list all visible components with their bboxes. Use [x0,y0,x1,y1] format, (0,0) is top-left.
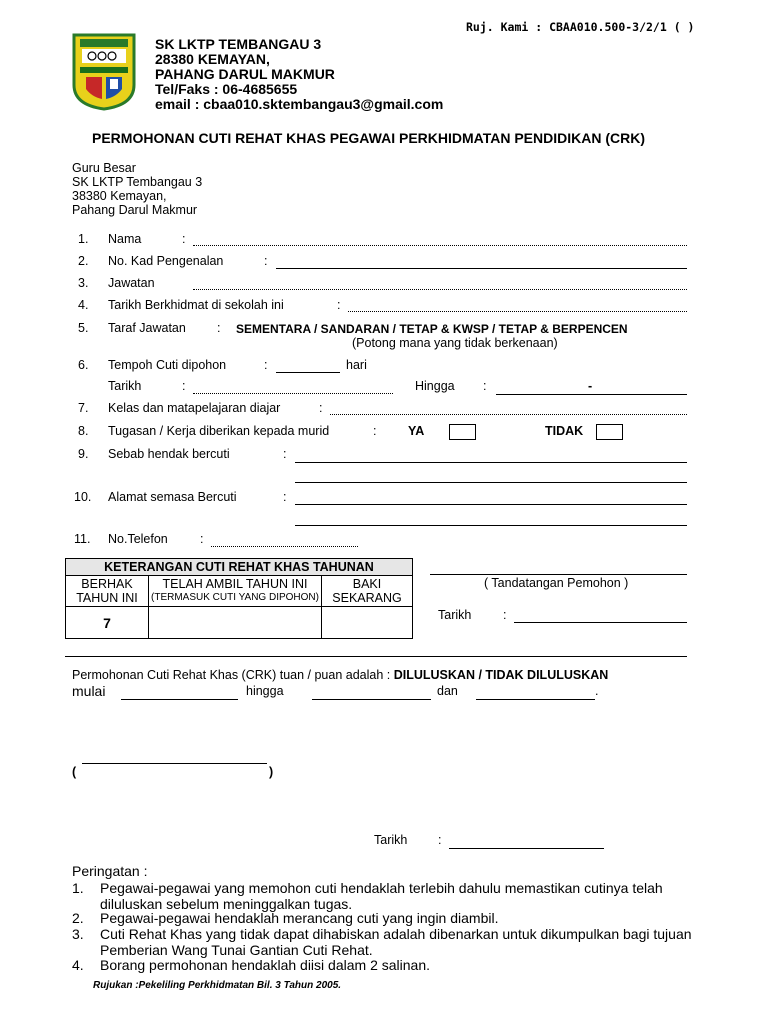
class-subject-field[interactable] [330,414,687,415]
recipient-state: Pahang Darul Makmur [72,203,198,217]
annual-leave-table [65,558,413,639]
field-number: 5. [78,321,89,335]
recipient-school: SK LKTP Tembangau 3 [72,175,203,189]
taken-header [149,576,322,607]
colon: : [373,424,377,438]
yes-label: YA [408,424,425,438]
ic-number-label: No. Kad Pengenalan [108,254,224,268]
leave-reason-field[interactable] [295,462,687,463]
leave-days-field[interactable] [276,372,340,373]
colon: : [264,254,268,268]
colon: : [483,379,487,393]
class-subject-label: Kelas dan matapelajaran diajar [108,401,281,415]
name-field[interactable] [193,245,687,246]
school-email: email : cbaa010.sktembangau3@gmail.com [155,96,444,112]
school-state: PAHANG DARUL MAKMUR [155,66,335,82]
approval-start-field[interactable] [121,699,238,700]
assigned-work-label: Tugasan / Kerja diberikan kepada murid [108,424,330,438]
table-title: KETERANGAN CUTI REHAT KHAS TAHUNAN [66,559,413,576]
warning-text: Pegawai-pegawai hendaklah merancang cuti yang ingin diambil. [100,910,499,926]
colon: : [337,298,341,312]
leave-until-label: Hingga [415,379,455,393]
colon: : [217,321,221,335]
entitled-value: 7 [66,607,149,639]
leave-address-field-line2[interactable] [295,525,687,526]
until-label: hingga [246,684,284,698]
colon: : [319,401,323,415]
leave-until-field[interactable] [496,394,687,395]
recipient-title: Guru Besar [72,161,136,175]
balance-header: BAKI SEKARANG [322,576,413,607]
colon: : [438,833,442,847]
leave-address-label: Alamat semasa Bercuti [108,490,237,504]
taken-value[interactable] [149,607,322,639]
reference-footnote: Rujukan :Pekeliling Perkhidmatan Bil. 3 Tahun 2005. [93,980,342,991]
warning-number: 1. [72,880,84,896]
approval-date-field[interactable] [449,848,604,849]
signature-label: ( Tandatangan Pemohon ) [484,576,629,590]
no-checkbox[interactable] [596,424,623,440]
leave-reason-field-line2[interactable] [295,482,687,483]
approval-until-field[interactable] [312,699,431,700]
yes-checkbox[interactable] [449,424,476,440]
colon: : [503,608,507,622]
recipient-postcode: 38380 Kemayan, [72,189,167,203]
service-date-field[interactable] [348,311,687,312]
field-number: 6. [78,358,89,372]
open-paren: ( [72,765,77,779]
approval-extra-field[interactable] [476,699,595,700]
reference-number: Ruj. Kami : CBAA010.500-3/2/1 ( ) [466,20,695,34]
approval-text: Permohonan Cuti Rehat Khas (CRK) tuan / puan adalah : [72,668,391,682]
form-title: PERMOHONAN CUTI REHAT KHAS PEGAWAI PERKHIDMATAN PENDIDIKAN (CRK) [92,130,645,146]
leave-from-label: Tarikh [108,379,142,393]
warning-text: Pegawai-pegawai yang memohon cuti hendaklah terlebih dahulu memastikan cutinya telah diluluskan sebelum meninggalkan tugas. [100,880,663,912]
no-label: TIDAK [545,424,584,438]
colon: : [182,232,186,246]
warning-number: 2. [72,910,84,926]
taken-header-main: TELAH AMBIL TAHUN INI [162,577,308,591]
signature-date-field[interactable] [514,622,687,623]
field-number: 3. [78,276,89,290]
phone-label: No.Telefon [108,532,168,546]
position-label: Jawatan [108,276,155,290]
signature-date-label: Tarikh [438,608,472,622]
date-dash: - [588,379,593,393]
warning-number: 4. [72,957,84,973]
warning-text: Borang permohonan hendaklah diisi dalam 2 salinan. [100,957,430,973]
taken-header-sub: (TERMASUK CUTI YANG DIPOHON) [151,592,319,603]
service-date-label: Tarikh Berkhidmat di sekolah ini [108,298,284,312]
name-label: Nama [108,232,142,246]
school-postcode: 28380 KEMAYAN, [155,51,270,67]
applicant-signature-line[interactable] [430,574,687,575]
and-label: dan [437,684,458,698]
entitled-header: BERHAK TAHUN INI [66,576,149,607]
period: . [595,684,599,698]
field-number: 11. [74,532,91,546]
school-name: SK LKTP TEMBANGAU 3 [155,36,322,52]
job-status-options[interactable]: SEMENTARA / SANDARAN / TETAP & KWSP / TETAP & BERPENCEN [236,322,628,336]
colon: : [200,532,204,546]
colon: : [182,379,186,393]
leave-reason-label: Sebab hendak bercuti [108,447,230,461]
field-number: 2. [78,254,89,268]
close-paren: ) [269,765,274,779]
approval-decision[interactable]: DILULUSKAN / TIDAK DILULUSKAN [393,668,609,682]
start-label: mulai [72,683,106,699]
school-phone: Tel/Faks : 06-4685655 [155,81,298,97]
leave-from-field[interactable] [193,393,393,394]
days-unit: hari [346,358,367,372]
warning-title: Peringatan : [72,863,148,879]
headmaster-signature-line[interactable] [82,763,267,764]
field-number: 9. [78,447,89,461]
field-number: 4. [78,298,89,312]
approval-date-label: Tarikh [374,833,408,847]
approval-statement [72,668,608,682]
school-logo [72,33,136,111]
leave-address-field[interactable] [295,504,687,505]
phone-field[interactable] [211,546,358,547]
warning-text: Cuti Rehat Khas yang tidak dapat dihabiskan adalah dibenarkan untuk dikumpulkan bagi tujuan Pemberian Wang Tunai Gantian Cuti Rehat. [100,926,692,958]
field-number: 7. [78,401,89,415]
section-divider [65,656,687,657]
warning-number: 3. [72,926,84,942]
job-status-note: (Potong mana yang tidak berkenaan) [352,336,558,350]
position-field[interactable] [193,289,687,290]
colon: : [264,358,268,372]
field-number: 10. [74,490,92,504]
field-number: 1. [78,232,89,246]
job-status-label: Taraf Jawatan [108,321,186,335]
ic-number-field[interactable] [276,268,687,269]
leave-duration-label: Tempoh Cuti dipohon [108,358,227,372]
field-number: 8. [78,424,89,438]
balance-value[interactable] [322,607,413,639]
colon: : [283,490,287,504]
colon: : [283,447,287,461]
